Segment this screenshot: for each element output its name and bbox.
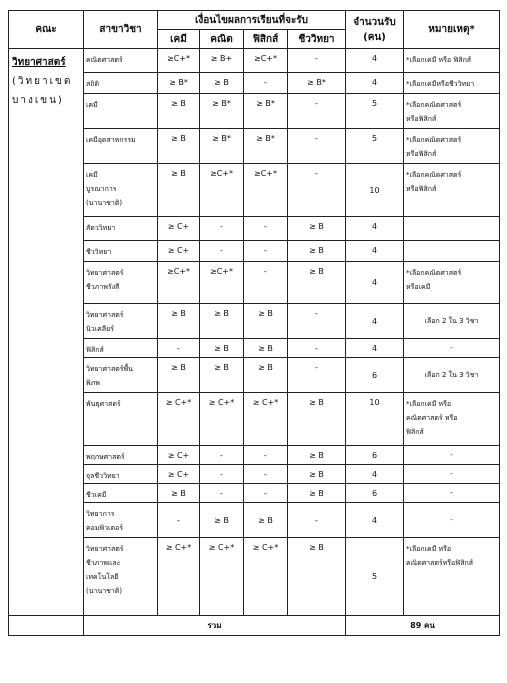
requirement-cell-math: ≥ B [200,73,244,94]
count-cell: 4 [346,49,404,73]
total-spacer [9,616,84,636]
requirement-cell-biology: ≥ B [288,538,346,616]
count-cell: 10 [346,393,404,446]
major-name-line: ชีวภาพและ [86,559,121,567]
major-name-line: ชีววิทยา [86,248,112,256]
note-cell [404,262,500,304]
requirement-cell-chemistry: ≥ B [158,94,200,129]
major-name-line: สัตววิทยา [86,224,116,232]
note-cell [404,73,500,94]
major-name-line: ชีวเคมี [86,491,107,499]
requirement-cell-physics: - [244,241,288,262]
major-name-line: วิทยาศาสตร์พื้น [86,365,133,373]
note-line: *เลือกคณิตศาสตร์ [406,136,462,144]
faculty-header: คณะ [9,11,84,49]
major-name-line: (นานาชาติ) [86,587,123,595]
major-name-line: ฟิสิกส์ [86,346,104,354]
major-cell [84,217,158,241]
requirement-cell-biology: ≥ B [288,241,346,262]
major-cell [84,446,158,465]
note-line: *เลือกคณิตศาสตร์ [406,101,462,109]
note-header: หมายเหตุ* [404,11,500,49]
note-line: *เลือกเคมี หรือ [406,545,452,553]
requirement-cell-chemistry: - [158,339,200,358]
requirement-cell-biology: ≥ B [288,484,346,503]
note-line: ฟิสิกส์ [406,428,424,436]
note-line: *เลือกคณิตศาสตร์ [406,269,462,277]
note-line: - [450,451,453,459]
major-name-line: วิทยาการ [86,510,115,518]
requirement-cell-math: - [200,241,244,262]
major-name-line: เคมีอุตสาหกรรม [86,136,136,144]
note-cell [404,446,500,465]
requirement-cell-physics: - [244,73,288,94]
total-label: รวม [84,616,346,636]
requirement-cell-chemistry: ≥ B [158,304,200,339]
subject-header-math: คณิต [200,30,244,49]
requirement-cell-biology: - [288,503,346,538]
requirement-cell-math: ≥ B* [200,94,244,129]
major-name-line: คอมพิวเตอร์ [86,524,123,532]
requirement-cell-chemistry: ≥ C+ [158,241,200,262]
count-cell: 4 [346,73,404,94]
admission-table-container [8,10,500,636]
requirement-cell-math: ≥ B+ [200,49,244,73]
requirement-cell-physics: ≥ B [244,358,288,393]
note-line: - [450,516,453,524]
major-name-line: วิทยาศาสตร์ [86,311,124,319]
requirement-cell-physics: ≥ C+* [244,538,288,616]
major-name-line: คณิตศาสตร์ [86,56,123,64]
requirement-cell-chemistry: ≥ B [158,484,200,503]
requirement-cell-math: - [200,465,244,484]
count-cell: 6 [346,358,404,393]
major-name-line: บูรณาการ [86,185,117,193]
major-name-line: เคมี [86,101,98,109]
requirement-cell-math: ≥C+* [200,262,244,304]
note-cell [404,465,500,484]
major-name-line: จุลชีววิทยา [86,472,120,480]
requirement-cell-biology: - [288,339,346,358]
faculty-name: วิทยาศาสตร์ [12,57,66,68]
requirement-cell-math: ≥C+* [200,164,244,217]
requirement-cell-physics: ≥ B [244,304,288,339]
note-line: หรือฟิสิกส์ [406,150,437,158]
requirement-cell-biology: - [288,129,346,164]
requirement-cell-biology: ≥ B* [288,73,346,94]
subject-header-physics: ฟิสิกส์ [244,30,288,49]
note-cell [404,304,500,339]
subject-header-biology: ชีววิทยา [288,30,346,49]
requirement-cell-biology: ≥ B [288,217,346,241]
major-name-line: นิวเคลียร์ [86,325,114,333]
major-cell [84,484,158,503]
requirement-cell-physics: ≥ B [244,339,288,358]
note-cell [404,49,500,73]
requirement-cell-physics: - [244,484,288,503]
requirement-cell-chemistry: ≥ B [158,164,200,217]
requirement-cell-chemistry: ≥ C+* [158,393,200,446]
note-cell [404,241,500,262]
requirement-cell-physics: ≥C+* [244,164,288,217]
major-cell [84,241,158,262]
count-cell: 6 [346,446,404,465]
requirement-cell-biology: ≥ B [288,393,346,446]
requirement-cell-physics: ≥ B* [244,94,288,129]
requirement-cell-physics: ≥ B* [244,129,288,164]
count-header: จำนวนรับ (คน) [346,11,404,49]
requirement-cell-biology: - [288,164,346,217]
requirement-cell-math: ≥ C+* [200,393,244,446]
note-line: - [450,344,453,352]
note-cell [404,538,500,616]
major-name-line: ชีวภาพรังสี [86,283,120,291]
requirement-cell-physics: - [244,446,288,465]
major-cell [84,129,158,164]
requirement-cell-chemistry: ≥ B [158,358,200,393]
note-line: คณิตศาสตร์ หรือ [406,414,458,422]
requirement-cell-math: ≥ B [200,339,244,358]
requirement-cell-chemistry: ≥ C+ [158,446,200,465]
major-header: สาขาวิชา [84,11,158,49]
major-cell [84,358,158,393]
note-line: *เลือกเคมี หรือ [406,400,452,408]
requirement-cell-physics: - [244,465,288,484]
note-cell [404,94,500,129]
note-cell [404,503,500,538]
note-line: หรือฟิสิกส์ [406,185,437,193]
note-line: คณิตศาสตร์หรือฟิสิกส์ [406,559,473,567]
count-cell: 5 [346,94,404,129]
major-name-line: พฤกษศาสตร์ [86,453,125,461]
count-cell: 6 [346,484,404,503]
note-line: - [450,470,453,478]
note-line: เลือก 2 ใน 3 วิชา [424,371,479,379]
major-cell [84,465,158,484]
admission-requirements-table [8,10,500,636]
major-name-line: เทคโนโลยี [86,573,119,581]
requirement-cell-chemistry: ≥ B [158,129,200,164]
count-cell: 4 [346,339,404,358]
note-line: หรือฟิสิกส์ [406,115,437,123]
requirement-cell-physics: ≥ B [244,503,288,538]
requirement-cell-math: ≥ B [200,358,244,393]
requirement-cell-chemistry: ≥C+* [158,49,200,73]
requirement-cell-chemistry: ≥ C+ [158,217,200,241]
requirement-cell-biology: ≥ B [288,262,346,304]
requirement-cell-chemistry: ≥ B* [158,73,200,94]
requirement-cell-math: ≥ B* [200,129,244,164]
requirement-cell-math: ≥ B [200,304,244,339]
note-cell [404,217,500,241]
major-cell [84,393,158,446]
count-cell: 4 [346,217,404,241]
count-cell: 4 [346,262,404,304]
requirement-cell-chemistry: ≥ C+* [158,538,200,616]
count-cell: 4 [346,241,404,262]
major-name-line: วิทยาศาสตร์ [86,545,124,553]
note-line: *เลือกเคมีหรือชีววิทยา [406,80,475,88]
requirement-cell-chemistry: - [158,503,200,538]
note-cell [404,484,500,503]
major-cell [84,304,158,339]
subject-header-chemistry: เคมี [158,30,200,49]
requirement-cell-physics: - [244,217,288,241]
note-cell [404,393,500,446]
count-cell: 5 [346,129,404,164]
requirement-cell-math: ≥ C+* [200,538,244,616]
major-name-line: เคมี [86,171,98,179]
major-cell [84,339,158,358]
requirement-cell-math: - [200,484,244,503]
note-cell [404,129,500,164]
count-cell: 4 [346,304,404,339]
requirement-cell-physics: - [244,262,288,304]
requirement-cell-biology: ≥ B [288,465,346,484]
count-cell: 10 [346,164,404,217]
note-line: - [450,489,453,497]
requirement-cell-physics: ≥ C+* [244,393,288,446]
major-name-line: วิทยาศาสตร์ [86,269,124,277]
major-cell [84,49,158,73]
requirements-header: เงื่อนไขผลการเรียนที่จะรับ [158,11,346,30]
requirement-cell-biology: - [288,94,346,129]
major-cell [84,538,158,616]
table-body [9,49,500,636]
requirement-cell-chemistry: ≥ C+ [158,465,200,484]
total-value: 89 คน [346,616,500,636]
major-cell [84,73,158,94]
major-cell [84,164,158,217]
note-line: *เลือกเคมี หรือ ฟิสิกส์ [406,56,472,64]
table-row [9,49,500,73]
major-cell [84,94,158,129]
note-line: *เลือกคณิตศาสตร์ [406,171,462,179]
faculty-cell [9,49,84,616]
requirement-cell-biology: - [288,304,346,339]
requirement-cell-biology: - [288,358,346,393]
requirement-cell-biology: ≥ B [288,446,346,465]
note-cell [404,164,500,217]
requirement-cell-math: - [200,446,244,465]
requirement-cell-chemistry: ≥C+* [158,262,200,304]
note-line: เลือก 2 ใน 3 วิชา [424,317,479,325]
major-cell [84,262,158,304]
note-cell [404,358,500,393]
requirement-cell-math: - [200,217,244,241]
major-name-line: พิภพ [86,379,100,387]
requirement-cell-math: ≥ B [200,503,244,538]
major-cell [84,503,158,538]
count-cell: 4 [346,465,404,484]
total-row [9,616,500,636]
note-line: หรือเคมี [406,283,431,291]
count-cell: 5 [346,538,404,616]
count-cell: 4 [346,503,404,538]
note-cell [404,339,500,358]
major-name-line: พันธุศาสตร์ [86,400,121,408]
major-name-line: (นานาชาติ) [86,199,123,207]
major-name-line: สถิติ [86,80,100,88]
requirement-cell-physics: ≥C+* [244,49,288,73]
faculty-campus: (วิทยาเขตบางเขน) [12,76,73,106]
requirement-cell-biology: - [288,49,346,73]
